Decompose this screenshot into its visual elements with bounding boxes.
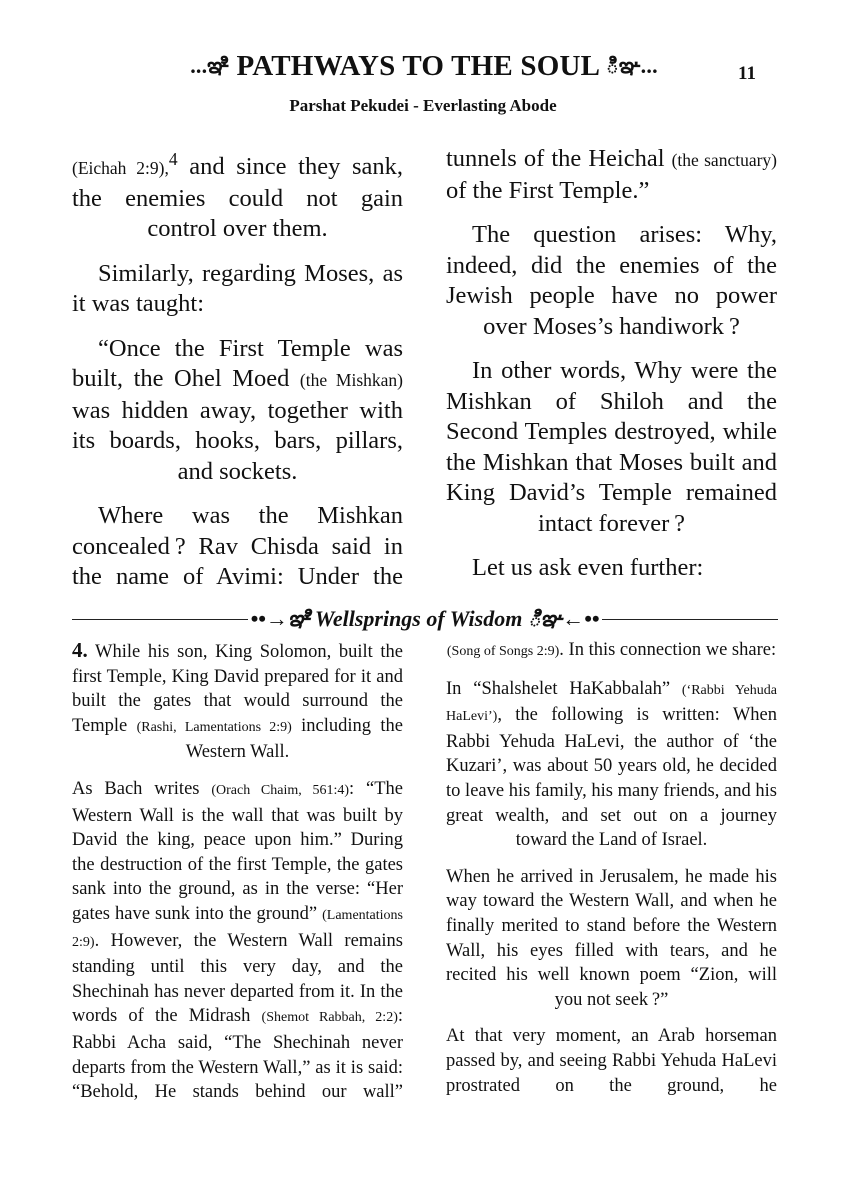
footnote-ref: 4 xyxy=(168,149,178,169)
chapter-subtitle: Parshat Pekudei - Everlasting Abode xyxy=(289,96,557,115)
footnote-paragraph-1: 4. While his son, King Solomon, built the first Temple, King David prepared for it and built the gates that would surround the Temple (Rashi, Lamentations 2:9) including the Western Wall. xyxy=(72,638,403,763)
left-paragraph-4: Where was the Mishkan concealed ? Rav Chisda said in the name of Avimi: Under the xyxy=(72,502,403,591)
left-paragraph-3: “Once the First Temple was built, the Ohel Moed (the Mishkan) was hidden away, together with its boards, hooks, bars, pillars, and sockets. xyxy=(72,334,403,485)
citation: (Lamentations 2:9) xyxy=(72,907,403,950)
section-heading: Wellsprings of Wisdom xyxy=(314,606,523,631)
right-paragraph-3: In other words, Why were the Mishkan of Shiloh and the Second Temples destroyed, while the Mishkan that Moses built and King David’s Temple remained intact forever ? xyxy=(446,357,777,537)
left-flourish-ornament: ...ఞి xyxy=(190,52,230,78)
gloss: (the Mishkan) xyxy=(299,370,403,391)
gloss: (the sanctuary) xyxy=(671,150,778,170)
right-paragraph-4: Let us ask even further: xyxy=(472,554,704,581)
right-flourish-ornament: ిఞ... xyxy=(606,52,658,78)
footnote-paragraph-5: When he arrived in Jerusalem, he made his way toward the Western Wall, and when he finally merited to stand before the Western Wall, his eyes filled with tears, and he recited his well known poem “Zion, will you not seek ?” xyxy=(446,866,777,1010)
divider-right-ornament: ిఞ←•• xyxy=(527,606,600,631)
right-paragraph-2: The question arises: Why, indeed, did the enemies of the Jewish people have no power over Moses’s handiwork ? xyxy=(446,221,777,340)
left-paragraph-1: (Eichah 2:9),$^4$ and since they sank, the enemies could not gain control over them. xyxy=(72,149,404,243)
citation: (Shemot Rabbah, 2:2) xyxy=(261,1010,398,1026)
citation: (Song of Songs 2:9) xyxy=(446,644,560,659)
left-paragraph-2: Similarly, regarding Moses, as it was taught: xyxy=(72,259,403,318)
divider-left-ornament: ••→ఞి xyxy=(250,606,310,631)
footnote-paragraph-3: (Song of Songs 2:9). In this connection we share: xyxy=(446,640,777,660)
footnote-number: 4. xyxy=(72,638,88,662)
running-title xyxy=(130,50,718,84)
citation: (‘Rabbi Yehuda HaLevi’) xyxy=(446,682,777,725)
footnote-right-column xyxy=(446,638,777,1110)
citation: (Eichah 2:9), xyxy=(72,158,169,179)
citation: (Orach Chaim, 561:4) xyxy=(211,782,350,798)
footnote-paragraph-6: At that very moment, an Arab horseman passed by, and seeing Rabbi Yehuda HaLevi prostrated on the ground, he xyxy=(446,1026,777,1096)
right-paragraph-1: tunnels of the Heichal (the sanctuary) of the First Temple.” xyxy=(446,145,778,204)
divider-label xyxy=(72,606,778,637)
main-text-right-column xyxy=(446,144,777,598)
footnote-paragraph-2: As Bach writes (Orach Chaim, 561:4): “The Western Wall is the wall that was built by David the king, peace upon him.” During the destruction of the first Temple, the gates sank into the ground, as in the verse: “Her gates have sunk into the ground” (Lamentations 2:9). However, the Western Wall remains standing until this very day, and the Shechinah has never departed from it. In the words of the Midrash (Shemot Rabbah, 2:2): Rabbi Acha said, “The Shechinah never departs from the Western Wall,” as it is said: “Behold, He stands behind our wall” xyxy=(72,778,403,1103)
citation: (Rashi, Lamentations 2:9) xyxy=(136,719,292,735)
page-number: 11 xyxy=(738,63,756,84)
footnote-paragraph-4: In “Shalshelet HaKabbalah” (‘Rabbi Yehuda HaLevi’), the following is written: When Rabbi Yehuda HaLevi, the author of ‘the Kuzari’, was about 50 years old, he decided to leave his family, his many friends, and his great wealth, and set out on a journey toward the Land of Israel. xyxy=(446,678,777,851)
page-header xyxy=(0,50,846,90)
book-title: PATHWAYS TO THE SOUL xyxy=(236,50,599,82)
section-divider xyxy=(72,606,778,632)
main-text-left-column xyxy=(72,144,403,607)
footnote-left-column xyxy=(72,638,403,1117)
